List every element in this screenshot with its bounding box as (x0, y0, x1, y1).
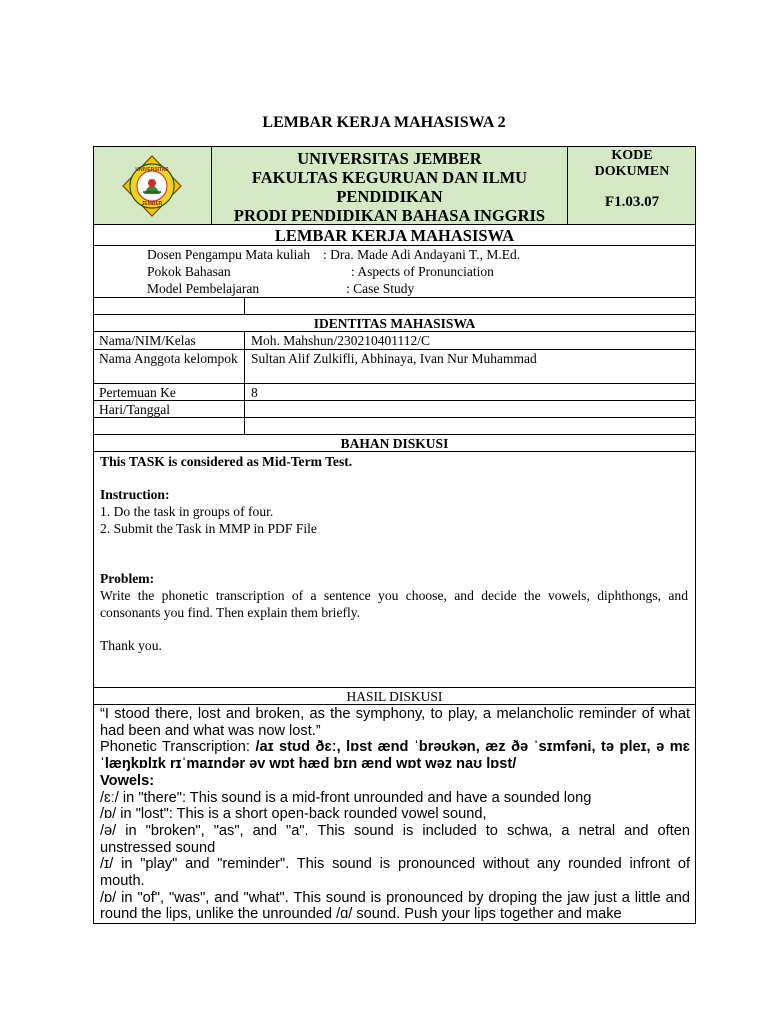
model-value: : Case Study (346, 281, 415, 296)
logo-text-bottom: JEMBER (141, 201, 163, 207)
topic-value: : Aspects of Pronunciation (351, 264, 494, 279)
phonetic-transcription: /aɪ stʊd ðɛː, lɒst ænd ˈbrəʊkən, æz ðə ˈsɪmfəni, tə pleɪ, ə mɛˈlæŋkɒlɪk rɪˈmaɪndər əv wɒt hæd bɪn ænd wɒt wəz naʊ lɒst/ (100, 739, 690, 773)
empty-row-1 (94, 298, 695, 315)
lecturer-value: : Dra. Made Adi Andayani T., M.Ed. (323, 247, 521, 262)
identity-heading-row (94, 315, 695, 332)
closing-text: Thank you. (100, 638, 162, 653)
identity-heading: IDENTITAS MAHASISWA (313, 316, 476, 331)
doc-code-label-1: KODE (611, 148, 653, 163)
course-info-topic (147, 263, 695, 280)
phonetic-label: Phonetic Transcription: (100, 739, 256, 756)
worksheet-title-row (94, 225, 695, 246)
hasil-heading: HASIL DISKUSI (346, 689, 443, 704)
institution-cell (212, 147, 568, 224)
empty-cell (94, 298, 245, 314)
identity-value (245, 401, 695, 417)
bahan-heading-row (94, 435, 695, 452)
logo-text-top: UNIVERSITAS (135, 167, 169, 173)
document-title: LEMBAR KERJA MAHASISWA 2 (262, 114, 506, 131)
faculty-line-1: FAKULTAS KEGURUAN DAN ILMU (251, 168, 528, 187)
quote-text: “I stood there, lost and broken, as the symphony, to play, a melancholic reminder of what had been and what was now lost.” (100, 706, 690, 739)
identity-value: 8 (251, 385, 258, 400)
worksheet-table (93, 146, 696, 924)
model-label: Model Pembelajaran (147, 281, 260, 296)
vowel-item: /ɛː/ in "there": This sound is a mid-front unrounded and have a sounded long (100, 789, 592, 806)
bahan-content-row (94, 452, 695, 688)
identity-row (94, 350, 695, 384)
university-logo (94, 147, 211, 224)
course-info-row (94, 246, 695, 298)
instruction-label: Instruction: (100, 487, 170, 502)
worksheet-title: LEMBAR KERJA MAHASISWA (274, 226, 515, 245)
instruction-item: 1. Do the task in groups of four. (100, 504, 274, 519)
faculty-line-2: PENDIDIKAN (336, 187, 443, 206)
mid-term-note: This TASK is considered as Mid-Term Test. (100, 454, 353, 469)
course-info (94, 246, 695, 297)
instruction-item: 2. Submit the Task in MMP in PDF File (100, 521, 317, 536)
course-info-model (147, 280, 695, 297)
lecturer-label: Dosen Pengampu Mata kuliah (147, 247, 311, 262)
identity-row (94, 401, 695, 418)
vowel-item: /ɒ/ in "of", "was", and "what". This sound is pronounced by droping the jaw just a little and round the lips, unlike the unrounded /ɑ/ sound. Push your lips together and make (100, 889, 690, 923)
identity-row (94, 384, 695, 401)
empty-cell (94, 418, 245, 434)
doc-code-label-2: DOKUMEN (594, 164, 670, 179)
doc-code: F1.03.07 (604, 194, 660, 210)
vowel-item: /ə/ in "broken", "as", and "a". This sound is included to schwa, a netral and often unstressed sound (100, 822, 690, 856)
header-row (94, 147, 695, 225)
identity-label: Pertemuan Ke (94, 384, 245, 400)
course-info-lecturer (147, 246, 695, 263)
doc-code-cell (569, 147, 695, 224)
identity-value: Sultan Alif Zulkifli, Abhinaya, Ivan Nur Muhammad (251, 351, 537, 366)
problem-text: Write the phonetic transcription of a sentence you choose, and decide the vowels, diphthongs, and consonants you find. Then explain them briefly. (100, 588, 688, 620)
hasil-content (100, 706, 690, 923)
phonetic-paragraph (100, 739, 690, 772)
university-name: UNIVERSITAS JEMBER (297, 149, 482, 168)
identity-label: Nama Anggota kelompok (94, 350, 245, 383)
vowel-item: /ɒ/ in "lost": This is a short open-back rounded vowel sound, (100, 806, 487, 823)
vowel-item: /ɪ/ in "play" and "reminder". This sound is pronounced without any rounded infront of mouth. (100, 856, 690, 890)
identity-row (94, 332, 695, 350)
identity-label: Hari/Tanggal (94, 401, 245, 417)
program-name: PRODI PENDIDIKAN BAHASA INGGRIS (233, 206, 546, 225)
vowels-label: Vowels: (100, 772, 155, 789)
identity-label: Nama/NIM/Kelas (94, 332, 245, 349)
identity-value: Moh. Mahshun/230210401112/C (251, 333, 431, 348)
bahan-heading: BAHAN DISKUSI (340, 436, 449, 451)
bahan-content (94, 452, 695, 687)
topic-label: Pokok Bahasan (147, 264, 231, 279)
hasil-heading-row (94, 688, 695, 705)
problem-label: Problem: (100, 571, 155, 586)
empty-row-2 (94, 418, 695, 435)
logo-cell (94, 147, 212, 224)
